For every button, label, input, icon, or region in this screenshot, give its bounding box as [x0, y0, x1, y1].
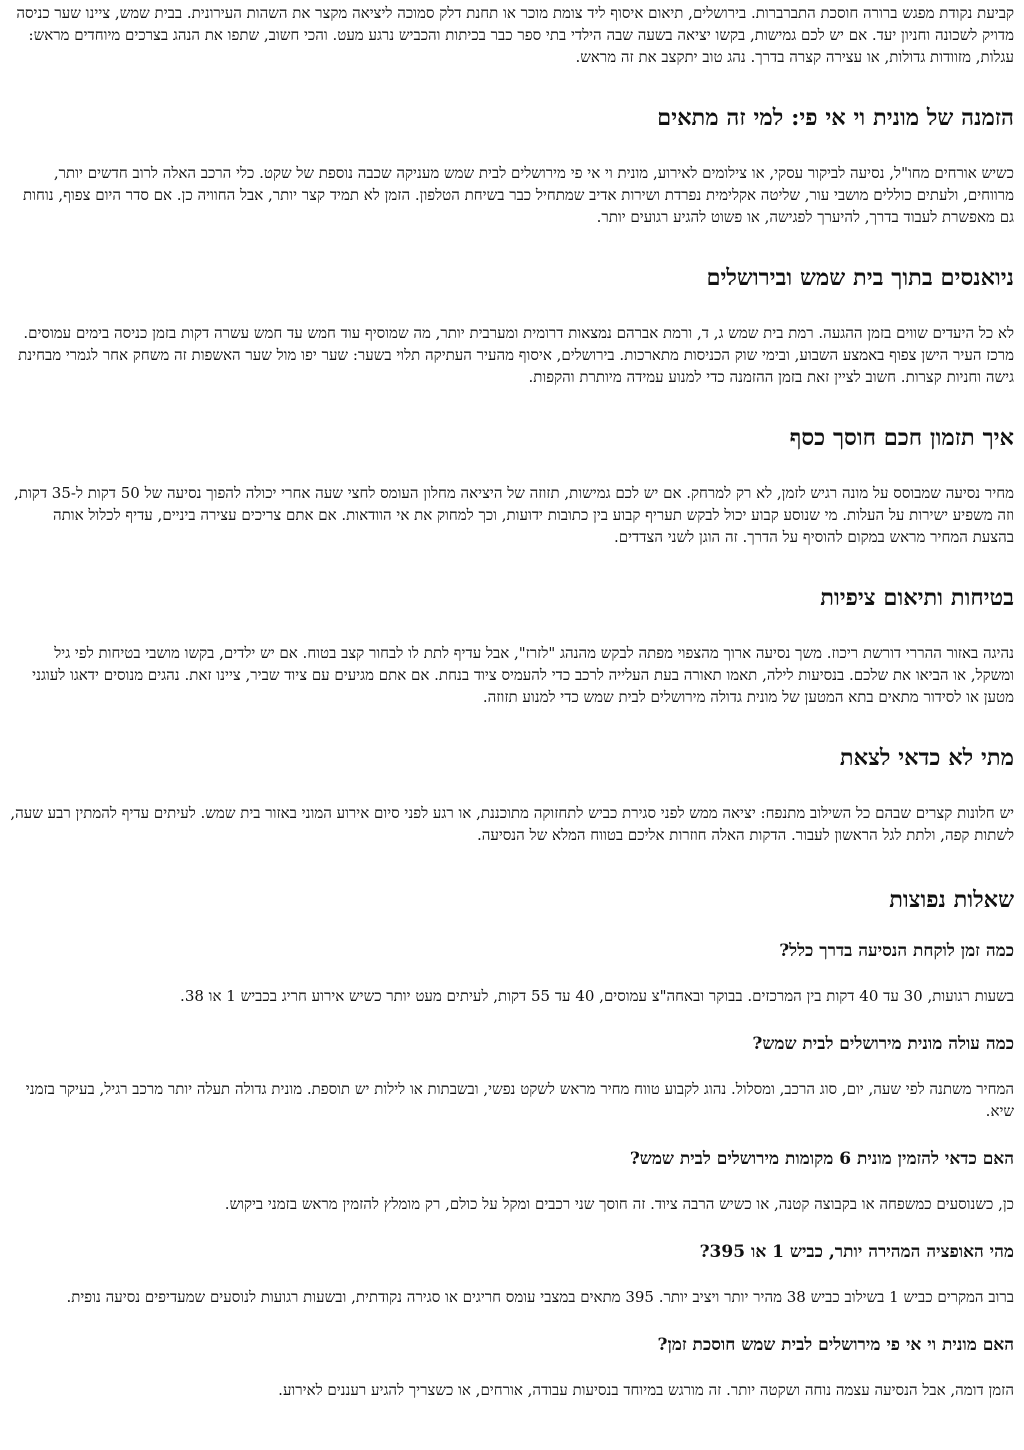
faq-question: האם מונית וי אי פי מירושלים לבית שמש חוסכת זמן? — [657, 1335, 1014, 1355]
faq-title: שאלות נפוצות — [889, 887, 1014, 913]
section-paragraph-timing: מחיר נסיעה שמבוסס על מונה רגיש לזמן, לא רק למרחק. אם יש לכם גמישות, תזוזה של היציאה מחלון העומס לחצי שעה אחרי יכולה להפוך נסיעה של 50 דקות ל-35 דקות, וזה משפיע ישירות על העלות. מי שנוסע קבוע יכול לבקש תעריף קבוע בין כתובות ידועות, וכך למחוק את אי הוודאות. אם אתם צריכים עצירה ביניים, עדיף לכלול אותה בהצעת המחיר מראש במקום להוסיף על הדרך. זה הוגן לשני הצדדים. — [14, 484, 1014, 546]
section-paragraph-when-not: יש חלונות קצרים שבהם כל השילוב מתנפח: יציאה ממש לפני סגירת כביש לתחזוקה מתוכננת, או רגע לפני סיום אירוע המוני באזור בית שמש. לעיתים עדיף להמתין רבע שעה, לשתות קפה, ולתת לגל הראשון לעבור. הדקות האלה חוזרות אליכם בטווח המלא של הנסיעה. — [10, 804, 1014, 844]
faq-answer: ברוב המקרים כביש 1 בשילוב כביש 38 מהיר יותר ויציב יותר. 395 מתאים במצבי עומס חריגים או סגירה נקודתית, ובשעות רגועות לנוסעים שמעדיפים נסיעה נופית. — [66, 1288, 1014, 1306]
faq-answer: בשעות רגועות, 30 עד 40 דקות בין המרכזים. בבוקר ובאחה"צ עמוסים, 40 עד 55 דקות, לעיתים מעט יותר כשיש אירוע חריג בכביש 1 או 38. — [180, 987, 1014, 1005]
section-paragraph-nuances: לא כל היעדים שווים בזמן ההגעה. רמת בית שמש ג, ד, ורמת אברהם נמצאות דרומית ומערבית יותר, מה שמוסיף עוד חמש עד חמש עשרה דקות בזמן כניסה בימים עמוסים. מרכז העיר הישן צפוף באמצע השבוע, ובימי שוק הכניסות מתארכות. בירושלים, איסוף מהעיר העתיקה תלוי בשער: שער יפו מול שער האשפות זה משחק אחר לגמרי מבחינת גישה וחניות קצרות. חשוב לציין זאת בזמן ההזמנה כדי למנוע עמידה מיותרת והקפות. — [18, 324, 1014, 386]
section-paragraph-safety: נהיגה באזור ההררי דורשת ריכוז. משך נסיעה ארוך מהצפוי מפתה לבקש מהנהג "לזרז", אבל עדיף לתת לו לבחור קצב בטוח. אם יש ילדים, בקשו מושבי בטיחות לפי גיל ומשקל, או הביאו את שלכם. בנסיעות לילה, תאמו תאורה בעת העלייה לרכב כדי להעמיס ציוד בנחת. אם אתם מגיעים עם ציוד שביר, ציינו זאת. נהגים מנוסים ידאגו לעוגני מטען או לסידור מתאים בתא המטען של מונית גדולה מירושלים לבית שמש כדי למנוע תזוזה. — [32, 644, 1014, 706]
article — [10, 2, 1014, 1401]
section-heading-timing: איך תזמון חכם חוסך כסף — [789, 425, 1014, 451]
faq-question: מהי האופציה המהירה יותר, כביש 1 או 395? — [699, 1242, 1014, 1262]
section-heading-vip: הזמנה של מונית וי אי פי: למי זה מתאים — [657, 105, 1014, 131]
section-heading-when-not: מתי לא כדאי לצאת — [839, 745, 1014, 771]
section-heading-nuances: ניואנסים בתוך בית שמש ובירושלים — [706, 265, 1014, 291]
faq-answer: המחיר משתנה לפי שעה, יום, סוג הרכב, ומסלול. נהוג לקבוע טווח מחיר מראש לשקט נפשי, ובשבתות או לילות יש תוספת. מונית גדולה תעלה יותר מרכב רגיל, בעיקר בזמני שיא. — [25, 1080, 1014, 1120]
faq-answer: הזמן דומה, אבל הנסיעה עצמה נוחה ושקטה יותר. זה מורגש במיוחד בנסיעות עבודה, אורחים, או כשצריך להגיע רעננים לאירוע. — [278, 1381, 1014, 1399]
intro-paragraph: קביעת נקודת מפגש ברורה חוסכת התברברות. בירושלים, תיאום איסוף ליד צומת מוכר או תחנת דלק סמוכה ליציאה מקצר את השהות העירונית. בבית שמש, ציינו שער כניסה מדויק לשכונה וחניון יעד. אם יש לכם גמישות, בקשו יציאה בשעה שבה הילדי בתי ספר כבר בכיתות והכביש נרגע מעט. והכי חשוב, שתפו את הנהג בצרכים מיוחדים מראש: עגלות, מזוודות גדולות, או עצירה קצרה בדרך. נהג טוב יתקצב את זה מראש. — [16, 4, 1014, 66]
faq-question: כמה עולה מונית מירושלים לבית שמש? — [752, 1034, 1014, 1054]
faq-answer: כן, כשנוסעים כמשפחה או בקבוצה קטנה, או כשיש הרבה ציוד. זה חוסך שני רכבים ומקל על כולם, רק מומלץ להזמין מראש בזמני ביקוש. — [224, 1195, 1014, 1213]
section-paragraph-vip: כשיש אורחים מחו"ל, נסיעה לביקור עסקי, או צילומים לאירוע, מונית וי אי פי מירושלים לבית שמש מעניקה שכבה נוספת של שקט. כלי הרכב האלה לרוב חדשים יותר, מרווחים, ולעתים כוללים מושבי עור, שליטה אקלימית נפרדת ושירות אדיב שמתחיל כבר בשיחת הטלפון. הזמן לא תמיד קצר יותר, אבל החוויה כן. אם סדר היום צפוף, נוחות גם מאפשרת לעבוד בדרך, להיערך לפגישה, או פשוט להגיע רגועים יותר. — [23, 164, 1014, 226]
section-heading-safety: בטיחות ותיאום ציפיות — [820, 585, 1014, 611]
faq-question: האם כדאי להזמין מונית 6 מקומות מירושלים לבית שמש? — [629, 1149, 1014, 1169]
faq-question: כמה זמן לוקחת הנסיעה בדרך כלל? — [779, 941, 1014, 961]
